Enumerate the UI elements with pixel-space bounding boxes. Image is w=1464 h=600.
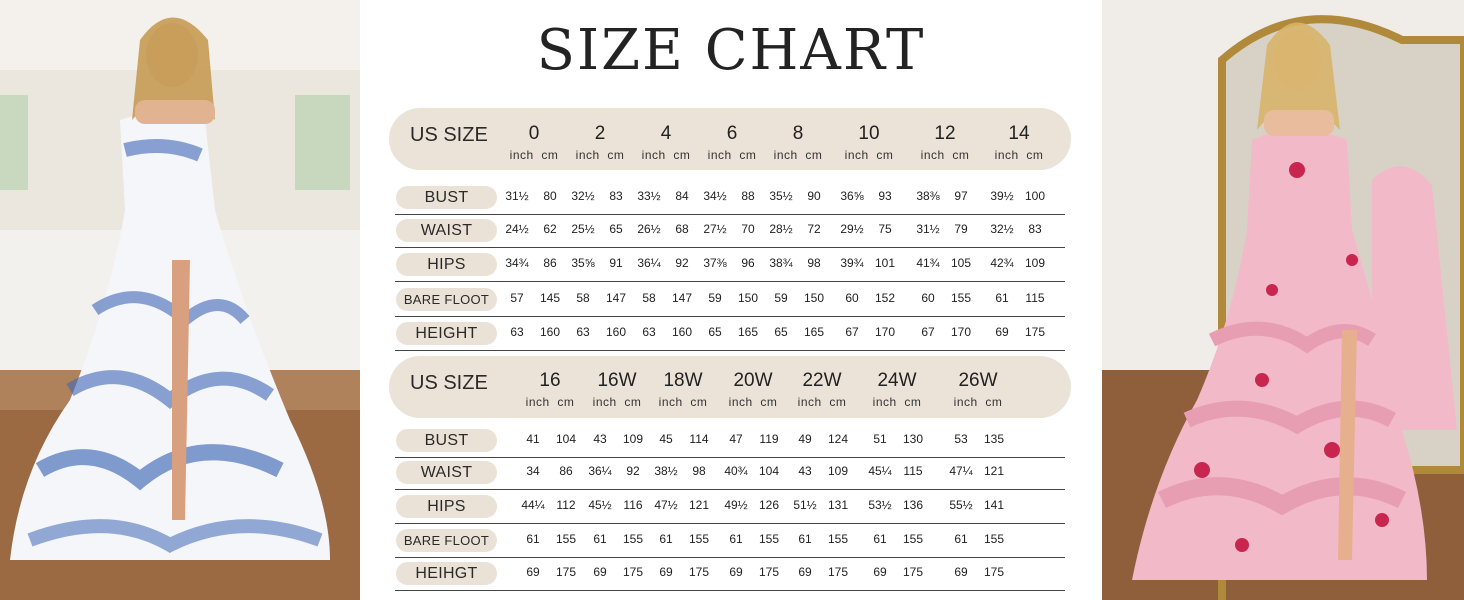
measurement-value: 109 [827,464,849,478]
measurement-value: 55½ [949,498,973,512]
measurement-value: 63 [642,325,656,339]
measurement-value: 61 [526,532,540,546]
measurement-value: 136 [902,498,924,512]
left-model-photo [0,0,360,600]
measurement-value: 69 [729,565,743,579]
measurement-value: 147 [671,291,693,305]
measurement-value: 51½ [793,498,817,512]
measurement-value: 62 [543,222,557,236]
measurement-value: 61 [995,291,1009,305]
unit-labels: inch cm [575,148,625,162]
us-size-label: US SIZE [410,372,488,394]
measurement-label: WAIST [396,219,497,242]
size-value: 22W [802,370,842,391]
measurement-value: 58 [576,291,590,305]
measurement-value: 45½ [588,498,612,512]
size-column-header [834,123,904,162]
measurement-value: 135 [983,432,1005,446]
measurement-value: 39¾ [840,256,864,270]
measurement-row [395,490,1065,524]
measurement-value: 126 [758,498,780,512]
measurement-value: 37⅜ [703,256,727,270]
unit-labels: inch cm [641,148,691,162]
blue-floral-gown-image [0,0,360,600]
measurement-value: 60 [845,291,859,305]
measurement-value: 60 [921,291,935,305]
measurement-label: WAIST [396,461,497,484]
measurement-label: HEIHGT [396,562,497,585]
measurement-value: 175 [758,565,780,579]
measurement-value: 34 [526,464,540,478]
measurement-value: 58 [642,291,656,305]
measurement-label: HIPS [396,253,497,276]
measurement-value: 101 [874,256,896,270]
size-value: 12 [934,123,956,144]
measurement-value: 141 [983,498,1005,512]
measurement-value: 65 [708,325,722,339]
measurement-value: 59 [708,291,722,305]
us-size-label: US SIZE [410,124,488,146]
measurement-value: 67 [921,325,935,339]
measurement-row [395,456,1065,490]
measurement-value: 61 [873,532,887,546]
measurement-value: 160 [605,325,627,339]
measurement-value: 36¼ [637,256,661,270]
row-divider [395,350,1065,351]
measurement-value: 86 [559,464,573,478]
measurement-value: 114 [689,432,709,446]
measurement-value: 88 [741,189,755,203]
measurement-value: 155 [983,532,1005,546]
measurement-value: 33½ [637,189,661,203]
measurement-value: 47¼ [949,464,973,478]
unit-labels: inch cm [773,148,823,162]
measurement-value: 93 [878,189,892,203]
measurement-value: 51 [873,432,887,446]
measurement-value: 104 [758,464,780,478]
measurement-value: 61 [593,532,607,546]
size-value: 8 [792,123,804,144]
measurement-value: 69 [954,565,968,579]
measurement-value: 75 [878,222,892,236]
measurement-value: 175 [555,565,577,579]
measurement-value: 65 [774,325,788,339]
measurement-value: 83 [1028,222,1042,236]
measurement-row [395,524,1065,558]
measurement-value: 49½ [724,498,748,512]
measurement-value: 116 [623,498,643,512]
measurement-value: 25½ [571,222,595,236]
measurement-value: 80 [543,189,557,203]
measurement-value: 119 [759,432,779,446]
size-column-header [763,123,833,162]
measurement-value: 130 [902,432,924,446]
measurement-value: 175 [688,565,710,579]
measurement-value: 34¾ [505,256,529,270]
measurement-value: 175 [1024,325,1046,339]
size-value: 0 [528,123,540,144]
measurement-value: 31½ [916,222,940,236]
measurement-value: 65 [609,222,623,236]
measurement-value: 69 [995,325,1009,339]
measurement-value: 47 [729,432,743,446]
measurement-value: 90 [807,189,821,203]
measurement-value: 61 [798,532,812,546]
measurement-value: 96 [741,256,755,270]
measurement-row [395,181,1065,215]
unit-labels: inch cm [872,395,922,409]
measurement-value: 43 [798,464,812,478]
size-column-header [862,370,932,409]
measurement-value: 41¾ [916,256,940,270]
pink-floral-gown-image [1102,0,1464,600]
measurement-value: 115 [903,464,923,478]
measurement-value: 61 [729,532,743,546]
size-value: 16W [597,370,637,391]
measurement-row [395,214,1065,248]
measurement-value: 38⅜ [916,189,940,203]
measurement-label: BUST [396,186,497,209]
measurement-value: 69 [798,565,812,579]
measurement-value: 63 [576,325,590,339]
measurement-row [395,424,1065,458]
measurement-value: 175 [827,565,849,579]
measurement-value: 53 [954,432,968,446]
measurement-value: 150 [803,291,825,305]
measurement-value: 115 [1025,291,1045,305]
measurement-value: 98 [692,464,706,478]
measurement-value: 155 [950,291,972,305]
size-column-header [565,123,635,162]
measurement-label: BARE FLOOT [396,529,497,552]
measurement-value: 121 [688,498,710,512]
measurement-value: 47½ [654,498,678,512]
measurement-value: 72 [807,222,821,236]
unit-labels: inch cm [707,148,757,162]
measurement-value: 175 [983,565,1005,579]
measurement-value: 170 [874,325,896,339]
unit-labels: inch cm [994,148,1044,162]
measurement-value: 28½ [769,222,793,236]
measurement-value: 86 [543,256,557,270]
size-column-header [787,370,857,409]
measurement-value: 92 [675,256,689,270]
measurement-value: 155 [827,532,849,546]
measurement-label: HEIGHT [396,322,497,345]
measurement-value: 165 [803,325,825,339]
size-value: 20W [733,370,773,391]
measurement-value: 83 [609,189,623,203]
measurement-value: 175 [902,565,924,579]
us-size-header-1 [389,108,1071,170]
measurement-value: 68 [675,222,689,236]
measurement-value: 79 [954,222,968,236]
measurement-value: 34½ [703,189,727,203]
measurement-value: 170 [950,325,972,339]
measurement-value: 59 [774,291,788,305]
measurement-value: 155 [688,532,710,546]
size-column-header [582,370,652,409]
unit-labels: inch cm [728,395,778,409]
unit-labels: inch cm [525,395,575,409]
measurement-value: 29½ [840,222,864,236]
measurement-value: 69 [526,565,540,579]
measurement-row [395,283,1065,317]
size-column-header [515,370,585,409]
measurement-value: 31½ [505,189,529,203]
measurement-value: 105 [950,256,972,270]
measurement-value: 160 [539,325,561,339]
measurement-value: 38½ [654,464,678,478]
measurement-value: 45 [659,432,673,446]
unit-labels: inch cm [509,148,559,162]
measurement-value: 40¾ [724,464,748,478]
measurement-value: 57 [510,291,524,305]
measurement-value: 121 [983,464,1005,478]
size-value: 4 [660,123,672,144]
size-column-header [910,123,980,162]
size-column-header [718,370,788,409]
measurement-value: 42¾ [990,256,1014,270]
measurement-label: BARE FLOOT [396,288,497,311]
measurement-value: 147 [605,291,627,305]
size-value: 16 [539,370,561,391]
measurement-label: BUST [396,429,497,452]
row-divider [395,590,1065,591]
measurement-value: 24½ [505,222,529,236]
measurement-value: 175 [622,565,644,579]
measurement-value: 69 [593,565,607,579]
measurement-value: 38¾ [769,256,793,270]
measurement-value: 27½ [703,222,727,236]
size-value: 24W [877,370,917,391]
measurement-label: HIPS [396,495,497,518]
measurement-value: 98 [807,256,821,270]
measurement-value: 49 [798,432,812,446]
measurement-value: 92 [626,464,640,478]
row-divider [395,281,1065,282]
size-column-header [697,123,767,162]
size-column-header [648,370,718,409]
measurement-value: 69 [873,565,887,579]
unit-labels: inch cm [920,148,970,162]
size-value: 26W [958,370,998,391]
size-chart [360,0,1102,600]
measurement-value: 160 [671,325,693,339]
measurement-value: 69 [659,565,673,579]
measurement-value: 150 [737,291,759,305]
measurement-row [395,557,1065,591]
measurement-value: 155 [902,532,924,546]
size-value: 14 [1008,123,1030,144]
measurement-value: 61 [659,532,673,546]
size-value: 2 [594,123,606,144]
measurement-value: 109 [1024,256,1046,270]
measurement-value: 97 [954,189,968,203]
measurement-value: 45¼ [868,464,892,478]
measurement-value: 36¼ [588,464,612,478]
measurement-value: 43 [593,432,607,446]
measurement-value: 70 [741,222,755,236]
measurement-value: 63 [510,325,524,339]
measurement-value: 155 [758,532,780,546]
unit-labels: inch cm [953,395,1003,409]
measurement-value: 44¼ [521,498,545,512]
measurement-value: 152 [874,291,896,305]
measurement-value: 67 [845,325,859,339]
measurement-value: 104 [555,432,577,446]
measurement-value: 36⅝ [840,189,864,203]
measurement-value: 165 [737,325,759,339]
us-size-header-2 [389,356,1071,418]
measurement-row [395,317,1065,351]
measurement-value: 91 [609,256,623,270]
measurement-value: 32½ [571,189,595,203]
measurement-value: 35⅝ [571,256,595,270]
measurement-value: 61 [954,532,968,546]
measurement-value: 41 [526,432,540,446]
measurement-value: 26½ [637,222,661,236]
size-column-header [984,123,1054,162]
measurement-value: 155 [555,532,577,546]
size-column-header [499,123,569,162]
unit-labels: inch cm [844,148,894,162]
measurement-value: 32½ [990,222,1014,236]
measurement-value: 35½ [769,189,793,203]
unit-labels: inch cm [797,395,847,409]
size-value: 6 [726,123,738,144]
measurement-value: 100 [1024,189,1046,203]
measurement-value: 109 [622,432,644,446]
right-model-photo [1102,0,1464,600]
unit-labels: inch cm [592,395,642,409]
size-column-header [943,370,1013,409]
size-value: 18W [663,370,703,391]
measurement-value: 112 [556,498,576,512]
measurement-value: 131 [827,498,849,512]
size-column-header [631,123,701,162]
measurement-value: 84 [675,189,689,203]
chart-title: SIZE CHART [536,18,926,83]
measurement-value: 145 [539,291,561,305]
measurement-value: 124 [827,432,849,446]
measurement-row [395,248,1065,282]
measurement-value: 155 [622,532,644,546]
unit-labels: inch cm [658,395,708,409]
measurement-value: 39½ [990,189,1014,203]
measurement-value: 53½ [868,498,892,512]
size-value: 10 [858,123,880,144]
